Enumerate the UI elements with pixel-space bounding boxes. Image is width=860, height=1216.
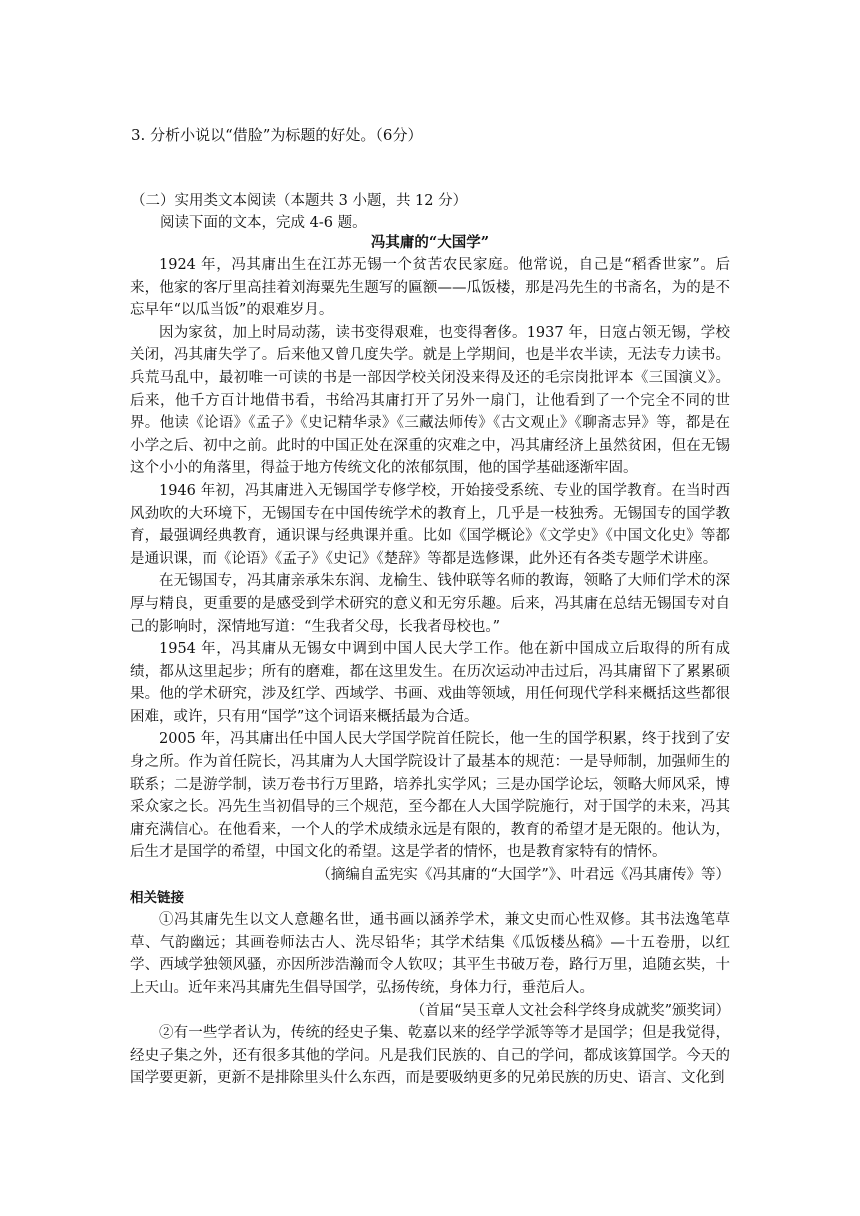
article-body [130,254,730,1090]
related-link-2: ②有一些学者认为，传统的经史子集、乾嘉以来的经学学派等等才是国学；但是我觉得，经史子集之外，还有很多其他的学问。凡是我们民族的、自己的学问，都成该算国学。今天的国学要更新，更新不是排除里头什么东西，而是要吸纳更多的兄弟民族的历史、语言、文化到 [130,1025,730,1087]
related-links-heading: 相关链接 [130,889,184,906]
paragraph-4: 在无锡国专，冯其庸亲承朱东润、龙榆生、钱仲联等名师的教诲，领略了大师们学术的深厚与精良，更重要的是感受到学术研究的意义和无穷乐趣。后来，冯其庸在总结无锡国专对自己的影响时，深情地写道：“生我者父母，长我者母校也。” [130,573,730,635]
related-link-1: ①冯其庸先生以文人意趣名世，通书画以涵养学术，兼文史而心性双修。其书法逸笔草草、气韵幽远；其画卷师法古人、洗尽铅华；其学术结集《瓜饭楼丛稿》—十五卷册，以红学、西域学独领风骚，亦因所涉浩瀚而令人钦叹；其平生书破万卷，路行万里，追随玄奘，十上天山。近年来冯其庸先生倡导国学，弘扬传统，身体力行，垂范后人。 [130,912,730,996]
paragraph-5: 1954 年，冯其庸从无锡女中调到中国人民大学工作。他在新中国成立后取得的所有成绩，都从这里起步；所有的磨难，都在这里发生。在历次运动冲击过后，冯其庸留下了累累硕果。他的学术研究，涉及红学、西域学、书画、戏曲等领域，用任何现代学科来概括这些都很困难，或许，只有用“国学”这个词语来概括最为合适。 [130,641,730,725]
paragraph-3: 1946 年初，冯其庸进入无锡国学专修学校，开始接受系统、专业的国学教育。在当时西风劲吹的大环境下，无锡国专在中国传统学术的教育上，几乎是一枝独秀。无锡国专的国学教育，最强调经典教育，通识课与经典课并重。比如《国学概论》《文学史》《中国文化史》等都是通识课，而《论语》《孟子》《史记》《楚辞》等都是选修课，此外还有各类专题学术讲座。 [130,482,730,567]
question-3: 3. 分析小说以“借脸”为标题的好处。（6分） [131,126,423,144]
paragraph-2: 因为家贫，加上时局动荡，读书变得艰难，也变得奢侈。1937 年，日寇占领无锡，学校关闭，冯其庸失学了。后来他又曾几度失学。就是上学期间，也是半农半读，无法专力读书。兵荒马乱中，最初唯一可读的书是一部因学校关闭没来得及还的毛宗岗批评本《三国演义》。后来，他千方百计地借书看，书给冯其庸打开了另外一扇门，让他看到了一个完全不同的世界。他读《论语》《孟子》《史记精华录》《三藏法师传》《古文观止》《聊斋志异》等，都是在小学之后、初中之前。此时的中国正处在深重的灾难之中，冯其庸经济上虽然贫困，但在无锡这个小小的角落里，得益于地方传统文化的浓郁氛围，他的国学基础逐渐牢固。 [130,324,730,477]
reading-instruction: 阅读下面的文本，完成 4-6 题。 [160,215,367,231]
paragraph-1: 1924 年，冯其庸出生在江苏无锡一个贫苦农民家庭。他常说，自己是“稻香世家”。后来，他家的客厅里高挂着刘海粟先生题写的匾额——瓜饭楼，那是冯先生的书斋名，为的是不忘早年“以瓜当饭”的艰难岁月。 [130,257,730,319]
paragraph-6: 2005 年，冯其庸出任中国人民大学国学院首任院长，他一生的国学积累，终于找到了安身之所。作为首任院长，冯其庸为人大国学院设计了最基本的规范：一是导师制，加强师生的联系；二是游学制，读万卷书行万里路，培养扎实学风；三是办国学论坛，领略大师风采，博采众家之长。冯先生当初倡导的三个规范，至今都在人大国学院施行，对于国学的未来，冯其庸充满信心。在他看来，一个人的学术成绩永远是有限的，教育的希望才是无限的。他认为，后生才是国学的希望，中国文化的希望。这是学者的情怀，也是教育家特有的情怀。 [130,731,730,861]
article-source: （摘编自孟宪实《冯其庸的“大国学”》、叶君远《冯其庸传》等） [316,867,730,884]
related-link-1-source: （首届“吴玉章人文社会科学终身成就奖”颁奖词） [410,1002,730,1019]
article-title: 冯其庸的“大国学” [370,234,490,251]
section-header: （二）实用类文本阅读（本题共 3 小题，共 12 分） [131,193,468,209]
